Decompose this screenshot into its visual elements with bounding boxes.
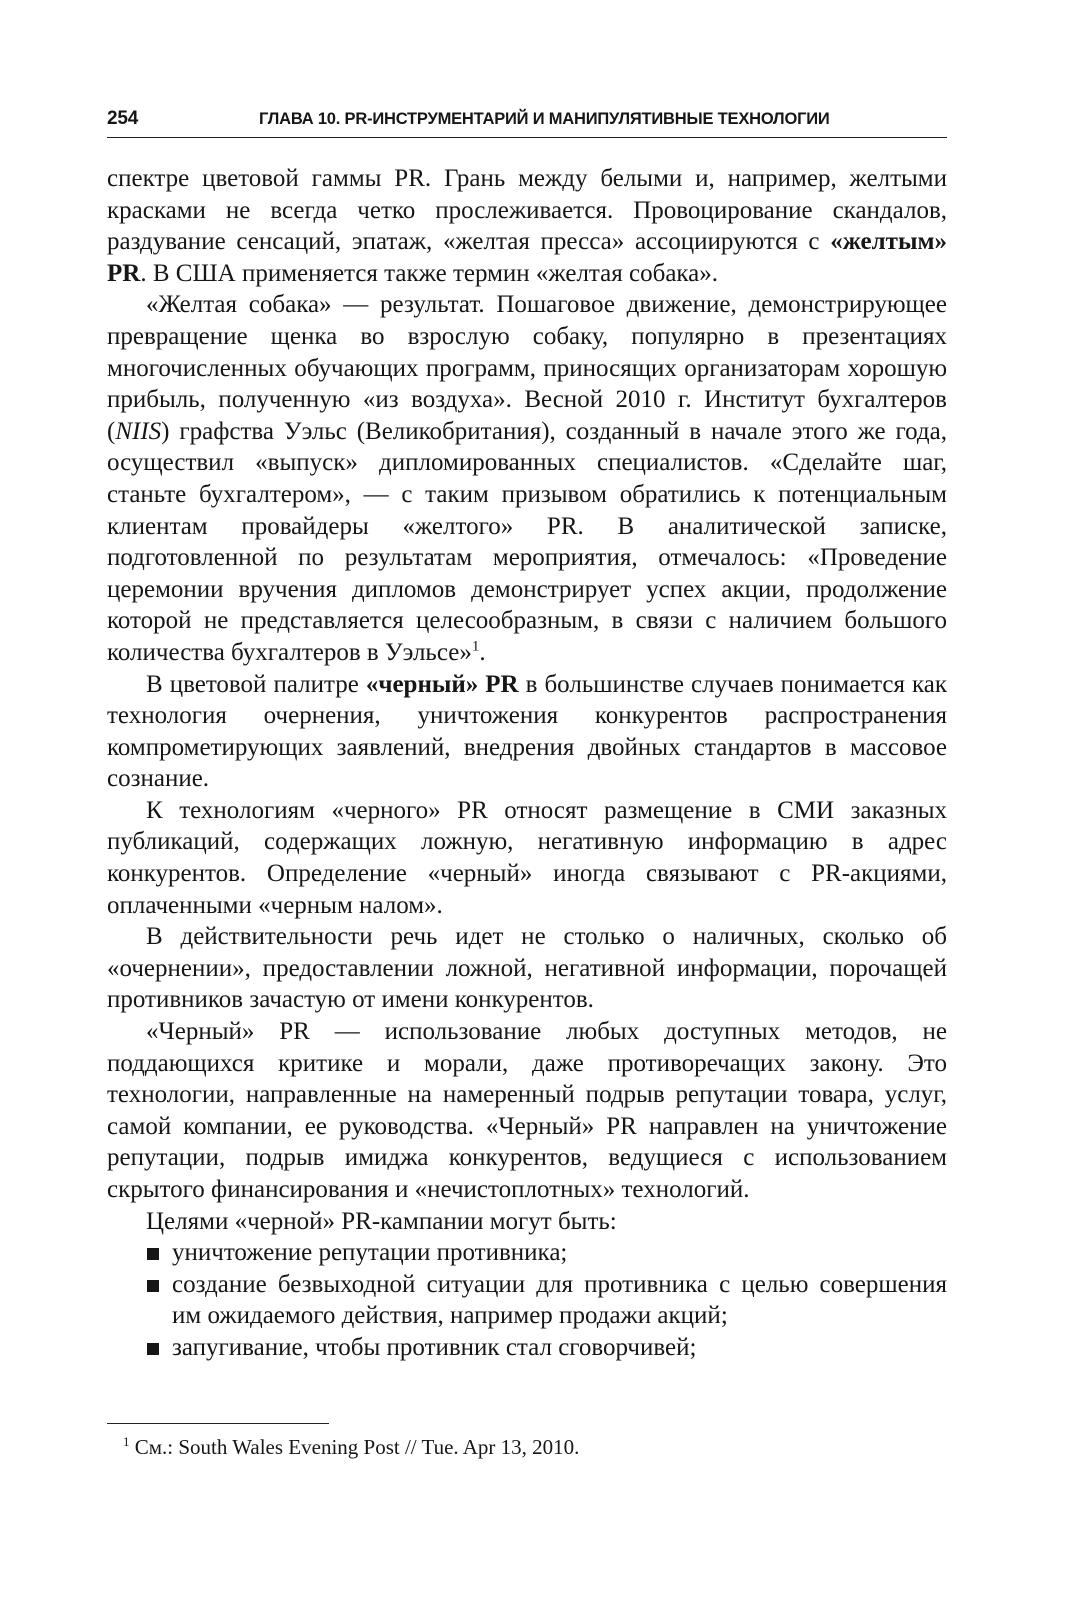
list-item	[107, 1269, 947, 1332]
goals-list	[107, 1237, 947, 1363]
main-text	[107, 163, 947, 1364]
paragraph-2-text-mid: ) графства Уэльс (Великобритания), созданный в начале этого же года, осуществил «выпуск» дипломированных специалистов. «Сделайте шаг, станьте бухгалтером», — с таким призывом обратились к потенциальным клиентам провайдеры «желтого» PR. В аналитической записке, подготовленной по результатам мероприятия, отмечалось: «Проведение церемонии вручения дипломов демонстрирует успех акции, продолжение которой не представляется целесообразным, в связи с наличием большого количества бухгалтеров в Уэльсе»	[107, 417, 947, 666]
paragraph-3-text-end: в большинстве случаев понимается как технология очернения, уничтожения конкурентов распространения компрометирующих заявлений, внедрения двойных стандартов в массовое сознание.	[107, 670, 948, 793]
list-item	[107, 1237, 947, 1269]
footnote-mark: 1	[123, 1434, 130, 1449]
paragraph-3	[107, 669, 947, 795]
footnote	[107, 1434, 947, 1460]
footnote-text: См.: South Wales Evening Post // Tue. Apr 13, 2010.	[129, 1435, 580, 1459]
list-item	[107, 1332, 947, 1364]
footnote-rule	[107, 1423, 329, 1424]
paragraph-5: В действительности речь идет не столько о наличных, сколько об «очернении», предоставлении ложной, негативной информации, порочащей противников зачастую от имени конкурентов.	[107, 923, 947, 1014]
list-item-text: создание безвыходной ситуации для противника с целью совершения им ожидаемого действия, например продажи акций;	[172, 1270, 947, 1330]
term-yellow-pr: «желтым» PR	[107, 228, 947, 287]
paragraph-1-text-end: . В США применяется также термин «желтая собака».	[140, 259, 719, 287]
square-bullet-icon	[147, 1248, 159, 1260]
paragraph-6: «Черный» PR — использование любых доступных методов, не поддающихся критике и морали, даже противоречащих закону. Это технологии, направленные на намеренный подрыв репутации товара, услуг, самой компании, ее руководства. «Черный» PR направлен на уничтожение репутации, подрыв имиджа конкурентов, ведущиеся с использованием скрытого финансирования и «нечистоплотных» технологий.	[107, 1018, 947, 1203]
paragraph-4: К технологиям «черного» PR относят размещение в СМИ заказных публикаций, содержащих ложную, негативную информацию в адрес конкурентов. Определение «черный» иногда связывают с PR-акциями, оплаченными «черным налом».	[107, 796, 947, 919]
page-number: 254	[107, 108, 139, 129]
running-header	[107, 108, 947, 130]
square-bullet-icon	[147, 1343, 159, 1355]
paragraph-2	[107, 289, 947, 668]
paragraph-7: Целями «черной» PR-кампании могут быть:	[146, 1207, 617, 1235]
list-item-text: запугивание, чтобы противник стал сговорчивей;	[172, 1333, 697, 1361]
term-black-pr: «черный» PR	[365, 670, 519, 698]
paragraph-1-text: спектре цветовой гаммы PR. Грань между белыми и, например, желтыми красками не всегда четко прослеживается. Провоцирование скандалов, раздувание сенсаций, эпатаж, «желтая пресса» ассоциируются с	[107, 165, 947, 256]
paragraph-2-text-end: .	[479, 638, 486, 666]
paragraph-2-text: «Желтая собака» — результат. Пошаговое движение, демонстрирующее превращение щенка во взрослую собаку, популярно в презентациях многочисленных обучающих программ, приносящих организаторам хорошую прибыль, полученную «из воздуха». Весной 2010 г. Институт бухгалтеров (	[107, 291, 947, 445]
list-item-text: уничтожение репутации противника;	[172, 1239, 568, 1267]
running-title: ГЛАВА 10. PR-ИНСТРУМЕНТАРИЙ И МАНИПУЛЯТИВНЫЕ ТЕХНОЛОГИИ	[259, 110, 830, 128]
header-rule	[107, 137, 947, 138]
square-bullet-icon	[147, 1280, 159, 1292]
footnote-ref[interactable]: 1	[471, 638, 480, 655]
abbr-niis: NIIS	[115, 417, 162, 445]
paragraph-3-text: В цветовой палитре	[146, 670, 366, 698]
paragraph-1	[107, 163, 947, 289]
